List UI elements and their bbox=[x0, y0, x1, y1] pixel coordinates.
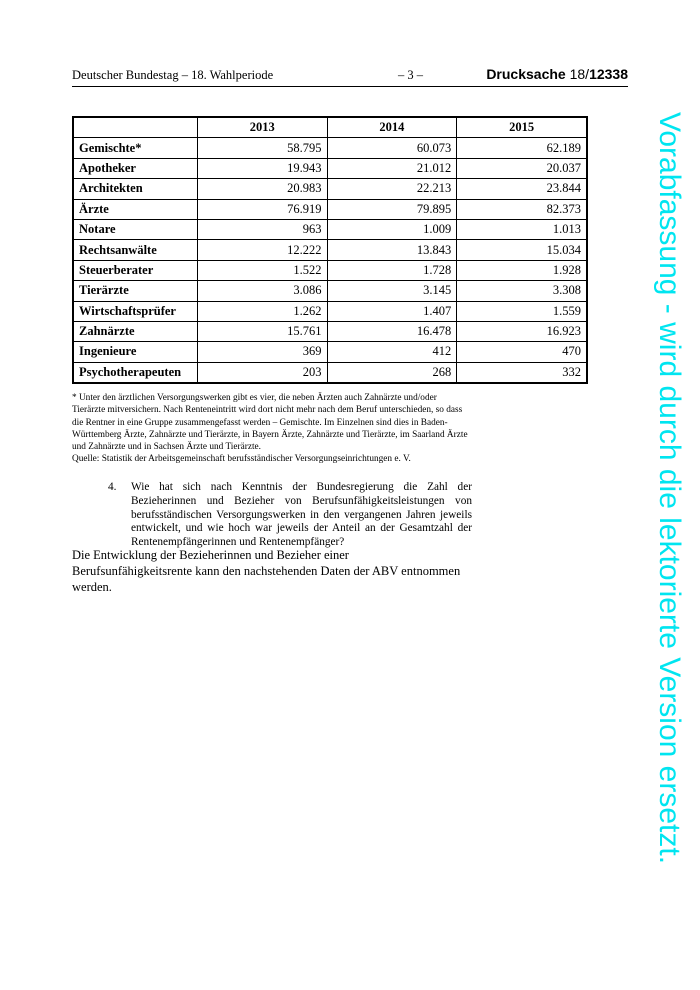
cell-2013: 1.262 bbox=[197, 301, 327, 321]
row-label: Gemischte* bbox=[73, 138, 197, 158]
header-page-number: – 3 – bbox=[398, 68, 423, 82]
footnote-source: Quelle: Statistik der Arbeitsgemeinschaft berufsständischer Versorgungseinrichtungen e. V. bbox=[72, 454, 411, 465]
cell-2013: 76.919 bbox=[197, 199, 327, 219]
cell-2013: 15.761 bbox=[197, 321, 327, 341]
header-number: 12338 bbox=[589, 66, 628, 82]
answer-paragraph: Die Entwicklung der Bezieherinnen und Bezieher einer Berufsunfähigkeitsrente kann den nachstehenden Daten der ABV entnommen werden. bbox=[72, 548, 461, 594]
cell-2015: 1.928 bbox=[457, 260, 587, 280]
cell-2014: 79.895 bbox=[327, 199, 457, 219]
table-row bbox=[73, 281, 587, 301]
table-row bbox=[73, 158, 587, 178]
row-label: Tierärzte bbox=[73, 281, 197, 301]
table-row bbox=[73, 219, 587, 239]
cell-2013: 19.943 bbox=[197, 158, 327, 178]
cell-2013: 203 bbox=[197, 362, 327, 383]
column-header: 2014 bbox=[327, 117, 457, 138]
cell-2014: 21.012 bbox=[327, 158, 457, 178]
row-label: Rechtsanwälte bbox=[73, 240, 197, 260]
pension-data-table bbox=[72, 116, 588, 384]
cell-2014: 1.009 bbox=[327, 219, 457, 239]
cell-2014: 60.073 bbox=[327, 138, 457, 158]
table-row bbox=[73, 179, 587, 199]
header-document-number bbox=[486, 66, 628, 82]
header-parliament: Deutscher Bundestag – 18. Wahlperiode bbox=[72, 68, 274, 82]
row-label: Apotheker bbox=[73, 158, 197, 178]
cell-2013: 58.795 bbox=[197, 138, 327, 158]
cell-2015: 3.308 bbox=[457, 281, 587, 301]
cell-2013: 3.086 bbox=[197, 281, 327, 301]
cell-2013: 1.522 bbox=[197, 260, 327, 280]
row-label: Steuerberater bbox=[73, 260, 197, 280]
cell-2014: 16.478 bbox=[327, 321, 457, 341]
row-label: Ingenieure bbox=[73, 342, 197, 362]
cell-2015: 1.013 bbox=[457, 219, 587, 239]
cell-2014: 1.407 bbox=[327, 301, 457, 321]
header-drucksache-label: Drucksache bbox=[486, 66, 566, 82]
cell-2014: 22.213 bbox=[327, 179, 457, 199]
question-block bbox=[108, 481, 472, 550]
table-row bbox=[73, 301, 587, 321]
cell-2015: 62.189 bbox=[457, 138, 587, 158]
cell-2015: 23.844 bbox=[457, 179, 587, 199]
table-row bbox=[73, 362, 587, 383]
cell-2014: 268 bbox=[327, 362, 457, 383]
column-header: 2015 bbox=[457, 117, 587, 138]
cell-2013: 369 bbox=[197, 342, 327, 362]
cell-2015: 470 bbox=[457, 342, 587, 362]
row-label: Wirtschaftsprüfer bbox=[73, 301, 197, 321]
cell-2014: 13.843 bbox=[327, 240, 457, 260]
question-text: Wie hat sich nach Kenntnis der Bundesregierung die Zahl der Bezieherinnen und Bezieher von Berufsunfähigkeitsleistungen von berufsständischen Versorgungswerken in den vergangenen Jahren jeweils entwickelt, und wie hoch war jeweils der Anteil an der Gesamtzahl der Rentenempfängerinnen und Rentenempfänger? bbox=[131, 481, 472, 549]
cell-2015: 16.923 bbox=[457, 321, 587, 341]
row-label: Psychotherapeuten bbox=[73, 362, 197, 383]
row-label: Architekten bbox=[73, 179, 197, 199]
table-row bbox=[73, 240, 587, 260]
column-header: 2013 bbox=[197, 117, 327, 138]
cell-2013: 12.222 bbox=[197, 240, 327, 260]
question-number: 4. bbox=[108, 481, 117, 493]
table-row bbox=[73, 260, 587, 280]
table-header-row bbox=[73, 117, 587, 138]
table-row bbox=[73, 342, 587, 362]
footnote-text: * Unter den ärztlichen Versorgungswerken gibt es vier, die neben Ärzten auch Zahnärzte und/oder Tierärzte mitversichern. Nach Renteneintritt wird dort nicht mehr nach dem Beruf unterschieden, so dass die Rentner in eine Gruppe zusammengefasst werden – Gemischte. Im Einzelnen sind dies in Baden-Württemberg Ärzte, Zahnärzte und Tierärzte, in Bayern Ärzte, Zahnärzte und Tierärzte, im Saarland Ärzte und Zahnärzte und in Sachsen Ärzte und Tierärzte. bbox=[72, 393, 468, 453]
page-header bbox=[72, 66, 628, 87]
cell-2015: 15.034 bbox=[457, 240, 587, 260]
column-header bbox=[73, 117, 197, 138]
cell-2015: 332 bbox=[457, 362, 587, 383]
row-label: Ärzte bbox=[73, 199, 197, 219]
cell-2015: 82.373 bbox=[457, 199, 587, 219]
cell-2013: 963 bbox=[197, 219, 327, 239]
draft-watermark: Vorabfassung - wird durch die lektorierte Version ersetzt. bbox=[653, 112, 686, 865]
row-label: Notare bbox=[73, 219, 197, 239]
table-footnote bbox=[72, 392, 472, 466]
cell-2013: 20.983 bbox=[197, 179, 327, 199]
cell-2015: 1.559 bbox=[457, 301, 587, 321]
row-label: Zahnärzte bbox=[73, 321, 197, 341]
cell-2014: 412 bbox=[327, 342, 457, 362]
cell-2014: 3.145 bbox=[327, 281, 457, 301]
header-period: 18/ bbox=[565, 66, 590, 82]
table-row bbox=[73, 199, 587, 219]
table-row bbox=[73, 321, 587, 341]
cell-2015: 20.037 bbox=[457, 158, 587, 178]
cell-2014: 1.728 bbox=[327, 260, 457, 280]
table-row bbox=[73, 138, 587, 158]
